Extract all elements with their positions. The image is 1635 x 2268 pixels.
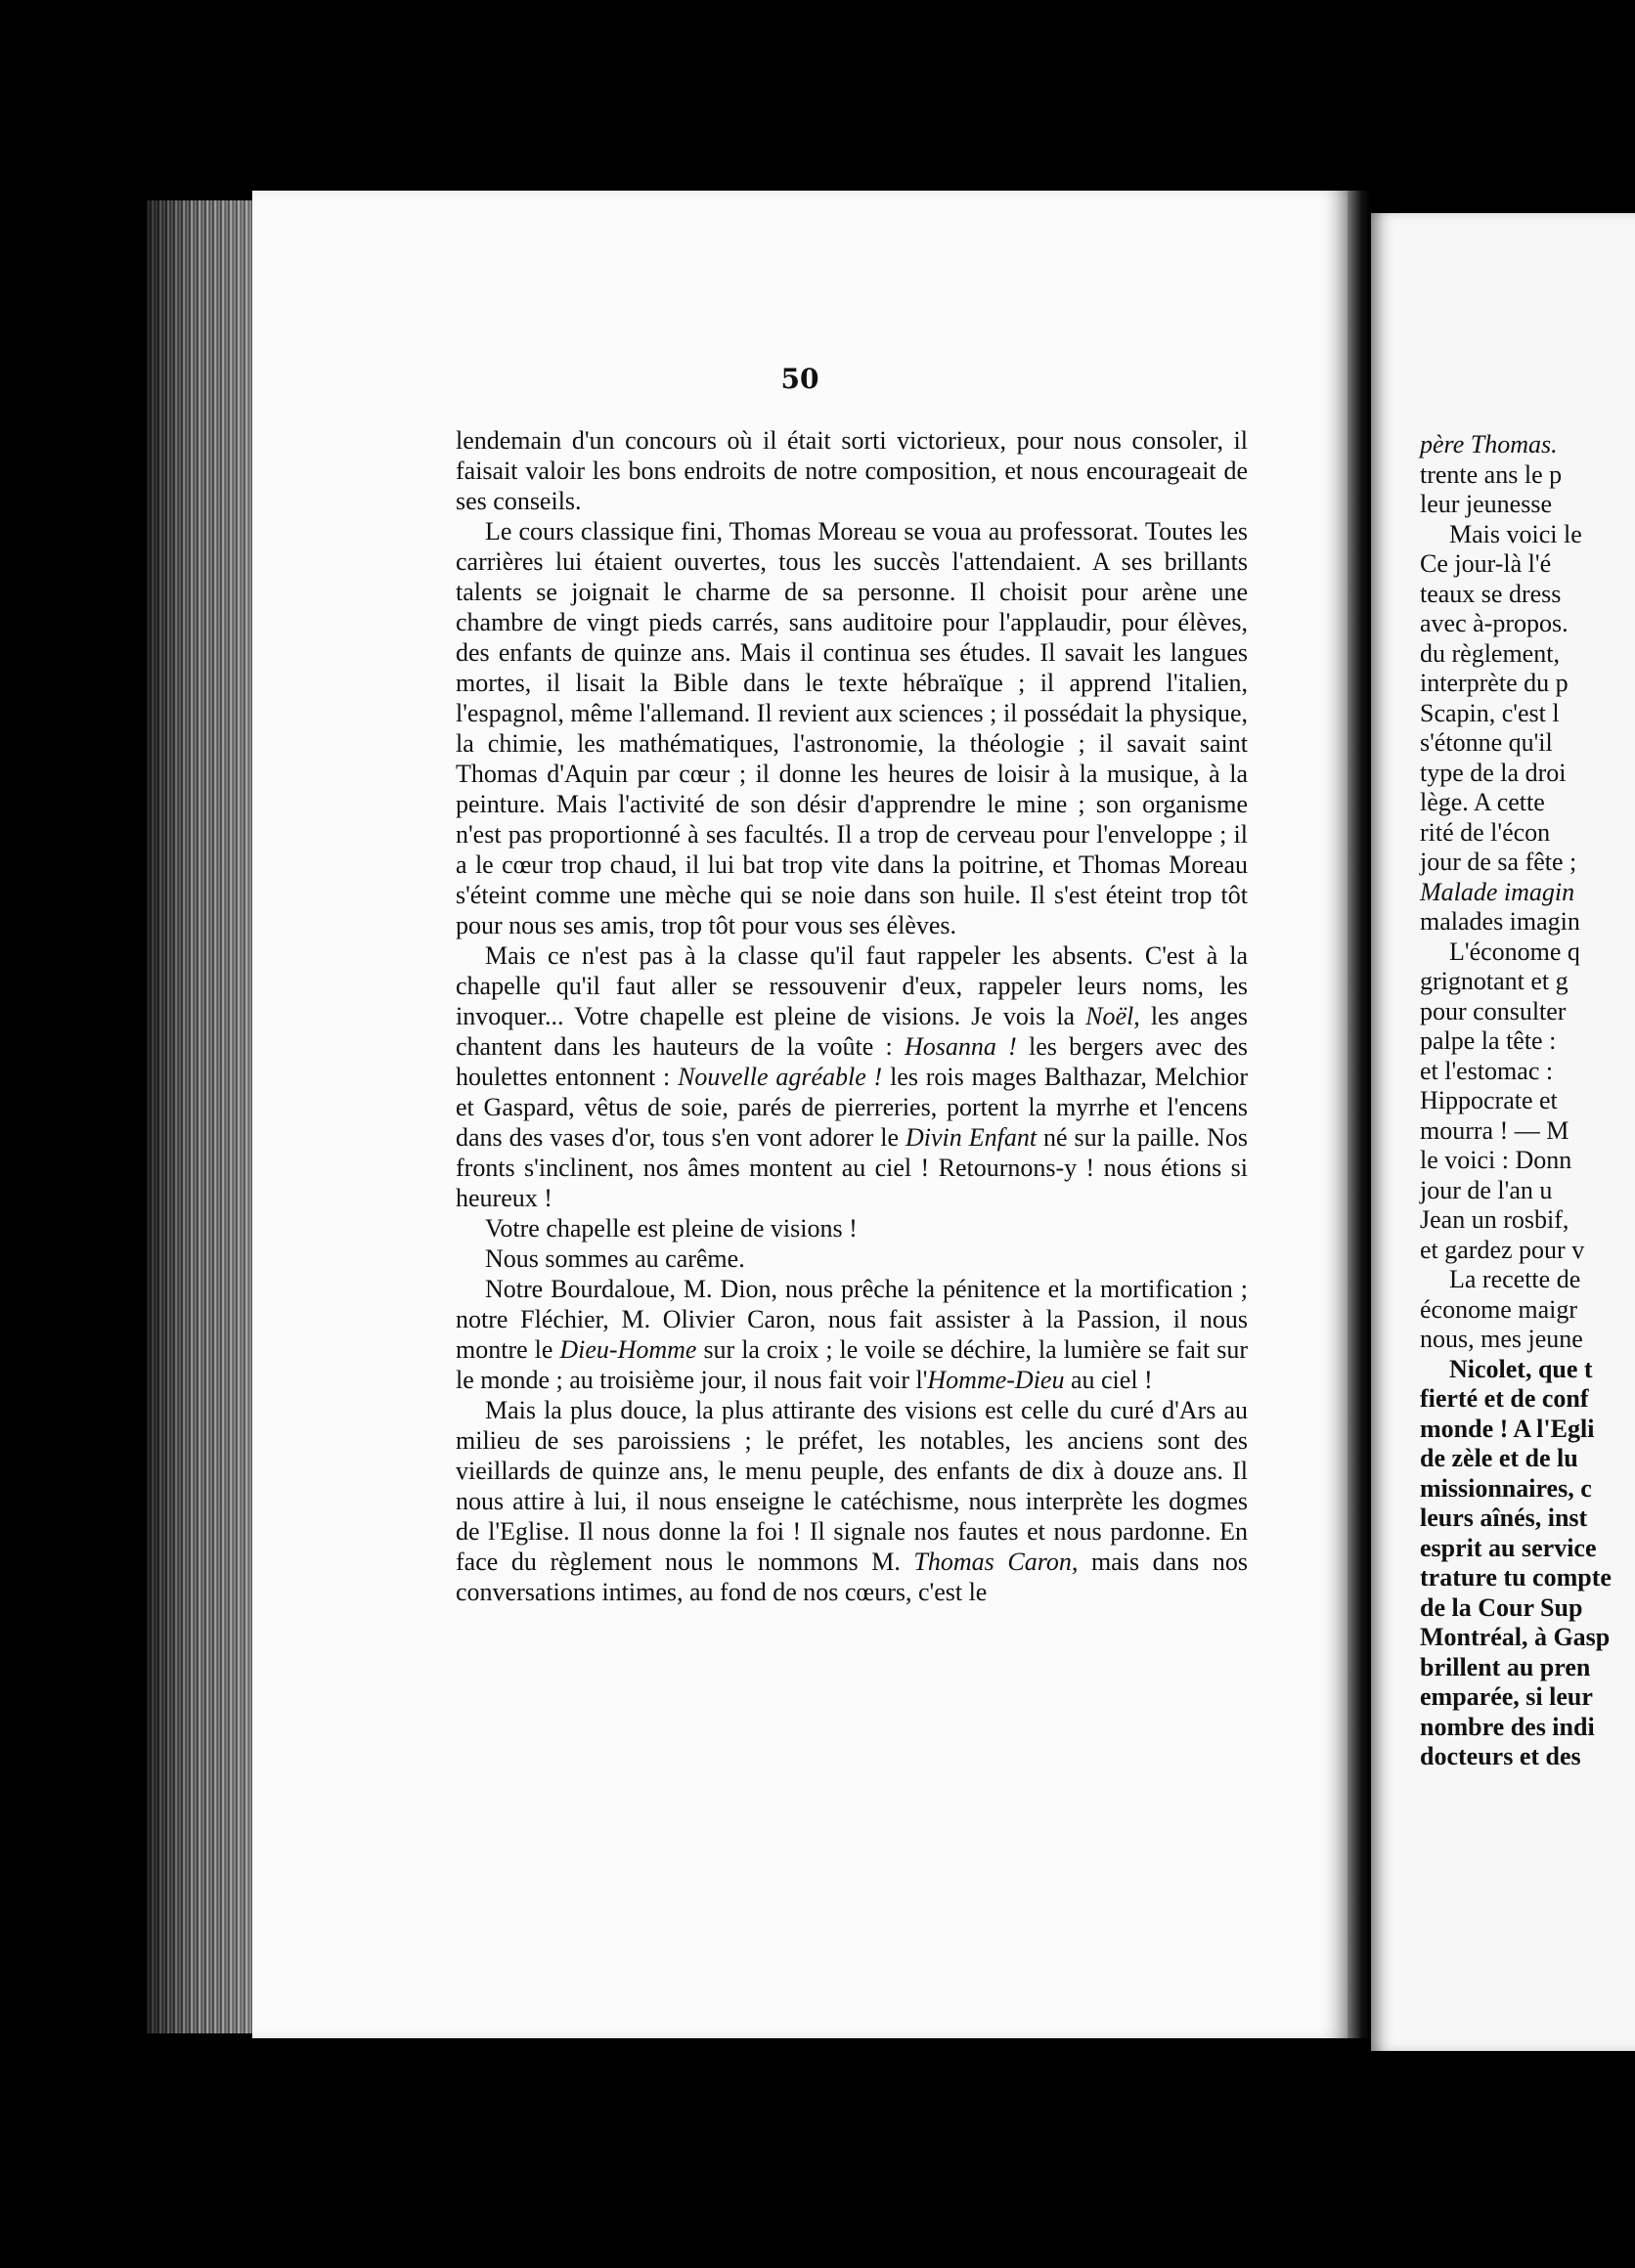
paragraph-4: Votre chapelle est pleine de visions ! [485, 1214, 858, 1243]
right-page-line: pour consulter [1420, 996, 1567, 1025]
right-page-line: grignotant et g [1420, 967, 1569, 995]
text-run: Mais la plus douce, la plus attirante des visions est celle du curé d'Ars au milieu de ses paroissiens ; le préfet, les notables, les anciens sont des vieillards de quinze ans, le menu peuple, des enfants de dix à douze ans. Il nous attire à lui, il nous enseigne le catéchisme, nous interprète les dogmes de l'Eglise. Il nous donne la foi ! Il signale nos fautes et nous pardonne. En face du règlement nous le nommons M. [456, 1396, 1248, 1576]
right-page-line: Montréal, à Gasp [1420, 1623, 1611, 1651]
text-run: Notre Bourdaloue, M. Dion, nous prêche la pénitence et la mortification ; notre Fléchier, M. Olivier Caron, nous fait assister à la Passion, il nous montre le [456, 1275, 1248, 1364]
right-page-line: malades imagin [1420, 907, 1580, 936]
right-page-line: emparée, si leur [1420, 1682, 1593, 1711]
right-page-line: Scapin, c'est l [1420, 698, 1560, 727]
paragraph-1: lendemain d'un concours où il était sorti victorieux, pour nous consoler, il faisait valoir les bons endroits de notre composition, et nous encourageait de ses conseils. [456, 426, 1248, 515]
right-page-line: docteurs et des [1420, 1742, 1581, 1770]
right-page [1371, 213, 1635, 2051]
right-page-line: Ce jour-là l'é [1420, 549, 1552, 578]
paragraph-7 [456, 1395, 1248, 1607]
right-page-line: trature tu compte [1420, 1563, 1612, 1592]
text-run: les rois mages Balthazar, Melchior et Gaspard, vêtus de soie, parés de pierreries, portent la myrrhe et l'encens dans des vases d'or, tous s'en vont adorer le [456, 1063, 1249, 1152]
italic-run: Divin Enfant [906, 1123, 1038, 1152]
text-run: né sur la paille. Nos fronts s'inclinent, nos âmes montent au ciel ! Retournons-y ! nous étions si heureux ! [456, 1123, 1249, 1212]
right-page-line: Hippocrate et [1420, 1086, 1558, 1114]
right-page-line: L'économe q [1449, 937, 1580, 966]
paragraph-3 [456, 940, 1248, 1213]
left-page-body [456, 425, 1248, 1607]
paragraph-5: Nous sommes au carême. [485, 1244, 745, 1273]
right-page-line: monde ! A l'Egli [1420, 1414, 1595, 1443]
right-page-line: et gardez pour v [1420, 1235, 1585, 1264]
right-page-line: leurs aînés, inst [1420, 1504, 1588, 1532]
right-page-line: économe maigr [1420, 1294, 1577, 1324]
right-page-line: leur jeunesse [1420, 490, 1553, 518]
right-page-line: de la Cour Sup [1420, 1592, 1583, 1622]
paragraph-6 [456, 1274, 1248, 1395]
right-page-line: esprit au service [1420, 1533, 1597, 1562]
right-page-line: nombre des indi [1420, 1712, 1595, 1741]
right-page-line: jour de l'an u [1420, 1175, 1553, 1204]
text-run: Mais ce n'est pas à la classe qu'il faut rappeler les absents. C'est à la chapelle qu'il faut aller se ressouvenir d'eux, rappeler leurs noms, les invoquer... Votre chapelle est pleine de visions. Je vois la [456, 941, 1248, 1030]
right-page-line: jour de sa fête ; [1420, 848, 1577, 876]
right-page-line: le voici : Donn [1420, 1146, 1572, 1174]
right-page-line: Nicolet, que t [1449, 1354, 1593, 1383]
text-run: les bergers avec des houlettes entonnent : [456, 1032, 1248, 1091]
right-page-line: de zèle et de lu [1420, 1444, 1578, 1472]
text-run: sur la croix ; le voile se déchire, la lumière se fait sur le monde ; au troisième jour, il nous fait voir l' [456, 1335, 1248, 1394]
right-page-line: père Thomas. [1420, 430, 1558, 458]
right-page-line: s'étonne qu'il [1420, 728, 1553, 757]
right-page-line: et l'estomac : [1420, 1056, 1554, 1085]
right-page-line: Mais voici le [1449, 519, 1582, 548]
right-page-line: trente ans le p [1420, 459, 1563, 489]
italic-run: Homme-Dieu [927, 1366, 1065, 1394]
page-number: 50 [780, 363, 819, 395]
italic-run: Dieu-Homme [559, 1335, 697, 1364]
italic-run: Thomas Caron, [913, 1548, 1079, 1576]
right-page-line: avec à-propos. [1420, 609, 1569, 637]
right-page-line: palpe la tête : [1420, 1026, 1557, 1055]
right-page-line: La recette de [1449, 1265, 1581, 1293]
right-page-line: du règlement, [1420, 638, 1560, 668]
right-page-line: mourra ! — M [1420, 1115, 1569, 1145]
italic-run: Hosanna ! [904, 1032, 1017, 1061]
italic-run: Nouvelle agréable ! [678, 1063, 883, 1091]
text-run: au ciel ! [1070, 1366, 1153, 1394]
right-page-line: type de la droi [1420, 758, 1567, 787]
book-page-edges [147, 200, 254, 2033]
text-run: , les anges chantent dans les hauteurs de la voûte : [456, 1002, 1248, 1061]
right-page-line: missionnaires, c [1420, 1473, 1592, 1503]
book-gutter [1348, 191, 1371, 2038]
right-page-line: Jean un rosbif, [1420, 1205, 1569, 1234]
text-run: mais dans nos conversations intimes, au fond de nos cœurs, c'est le [456, 1548, 1249, 1606]
italic-run: Noël [1085, 1002, 1134, 1030]
right-page-line: interprète du p [1420, 669, 1569, 697]
right-page-line: lège. A cette [1420, 788, 1545, 816]
right-page-line: Malade imagin [1420, 877, 1575, 906]
paragraph-2: Le cours classique fini, Thomas Moreau se voua au professorat. Toutes les carrières lui étaient ouvertes, tous les succès l'attendaient. A ses brillants talents se joignait le charme de sa personne. Il choisit pour arène une chambre de vingt pieds carrés, sans auditoire pour l'applaudir, pour élèves, des enfants de quinze ans. Mais il continua ses études. Il savait les langues mortes, il lisait la Bible dans le texte hébraïque ; il apprend l'italien, l'espagnol, même l'allemand. Il revient aux sciences ; il possédait la physique, la chimie, les mathématiques, l'astronomie, la théologie ; il savait saint Thomas d'Aquin par cœur ; il donne les heures de loisir à la musique, à la peinture. Mais l'activité de son désir d'apprendre le mine ; son organisme n'est pas proportionné à ses facultés. Il a trop de cerveau pour l'enveloppe ; il a le cœur trop chaud, il lui bat trop vite dans la poitrine, et Thomas Moreau s'éteint comme une mèche qui se noie dans son huile. Il s'est éteint trop tôt pour nous ses amis, trop tôt pour vous ses élèves. [456, 517, 1248, 939]
right-page-line: fierté et de conf [1420, 1384, 1589, 1413]
right-page-line: teaux se dress [1420, 579, 1562, 608]
right-page-line: nous, mes jeune [1420, 1325, 1583, 1353]
right-page-body [1420, 430, 1635, 1772]
left-page [252, 191, 1348, 2038]
right-page-line: rité de l'écon [1420, 817, 1551, 847]
right-page-line: brillent au pren [1420, 1652, 1591, 1681]
